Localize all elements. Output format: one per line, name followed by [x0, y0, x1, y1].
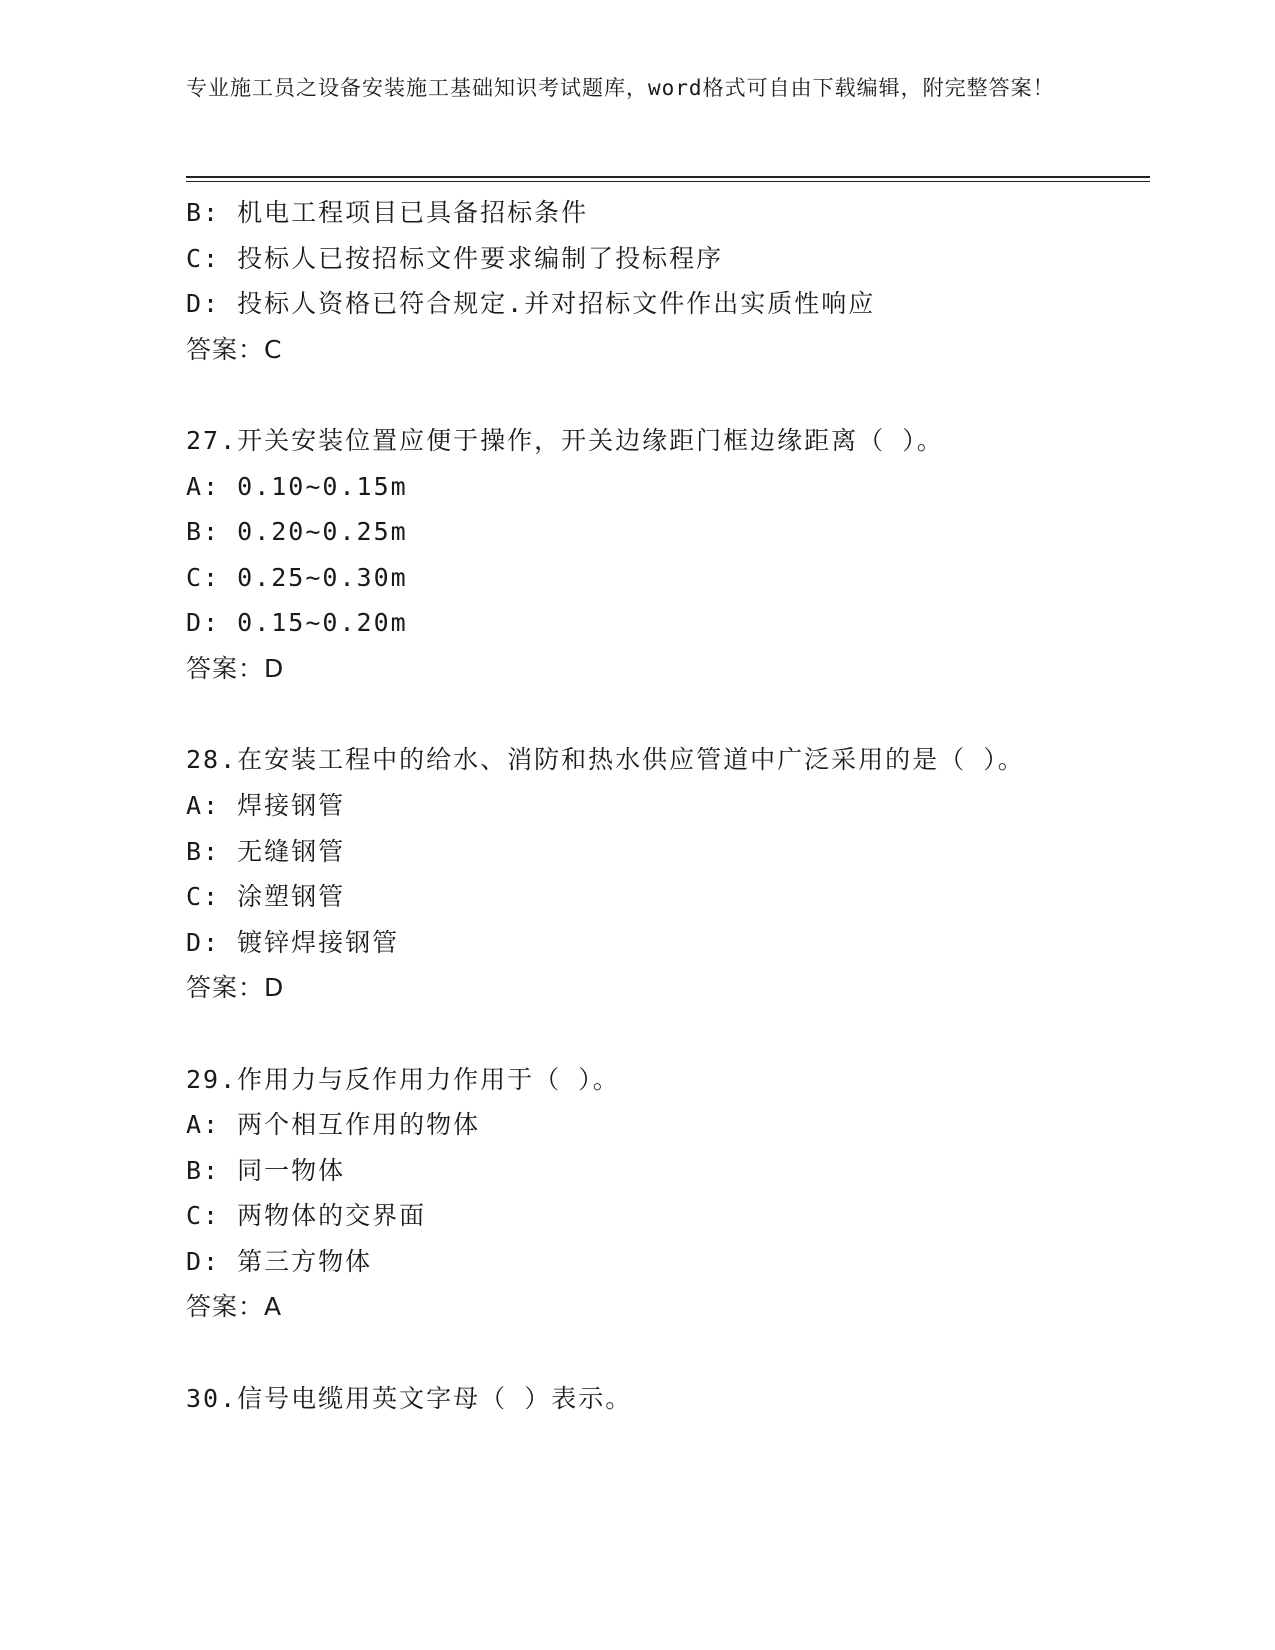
- option-d: D: 镀锌焊接钢管: [186, 927, 400, 957]
- question-block-partial: [186, 190, 1086, 372]
- answer: 答案：A: [186, 1292, 283, 1321]
- option-b: B: 机电工程项目已具备招标条件: [186, 198, 589, 227]
- answer: 答案：D: [186, 973, 285, 1002]
- option-c: C: 两物体的交界面: [186, 1201, 427, 1230]
- option-d: D: 第三方物体: [186, 1246, 373, 1276]
- option-b: B: 0.20~0.25m: [186, 517, 408, 546]
- header-divider: [186, 176, 1150, 178]
- question-stem: 27.开关安装位置应便于操作，开关边缘距门框边缘距离（ ）。: [186, 426, 944, 455]
- question-stem: 28.在安装工程中的给水、消防和热水供应管道中广泛采用的是（ ）。: [186, 745, 1025, 774]
- answer: 答案：C: [186, 334, 283, 364]
- option-b: B: 无缝钢管: [186, 836, 346, 866]
- question-stem: 30.信号电缆用英文字母（ ）表示。: [186, 1383, 633, 1413]
- document-header: 专业施工员之设备安装施工基础知识考试题库，word格式可自由下载编辑，附完整答案！: [186, 76, 1055, 100]
- option-b: B: 同一物体: [186, 1155, 346, 1185]
- option-d: D: 0.15~0.20m: [186, 608, 408, 637]
- question-block-30: [186, 1376, 1086, 1422]
- option-c: C: 投标人已按招标文件要求编制了投标程序: [186, 243, 724, 273]
- option-a: A: 两个相互作用的物体: [186, 1110, 481, 1139]
- answer: 答案：D: [186, 653, 285, 683]
- question-stem: 29.作用力与反作用力作用于（ ）。: [186, 1064, 620, 1094]
- question-content: [186, 190, 1086, 1421]
- question-block-28: [186, 737, 1086, 1011]
- header-divider-thin: [186, 181, 1150, 182]
- option-a: A: 0.10~0.15m: [186, 471, 408, 501]
- option-a: A: 焊接钢管: [186, 791, 346, 820]
- option-c: C: 0.25~0.30m: [186, 562, 408, 592]
- option-c: C: 涂塑钢管: [186, 882, 346, 911]
- option-d: D: 投标人资格已符合规定.并对招标文件作出实质性响应: [186, 289, 876, 318]
- question-block-29: [186, 1057, 1086, 1330]
- question-block-27: [186, 418, 1086, 691]
